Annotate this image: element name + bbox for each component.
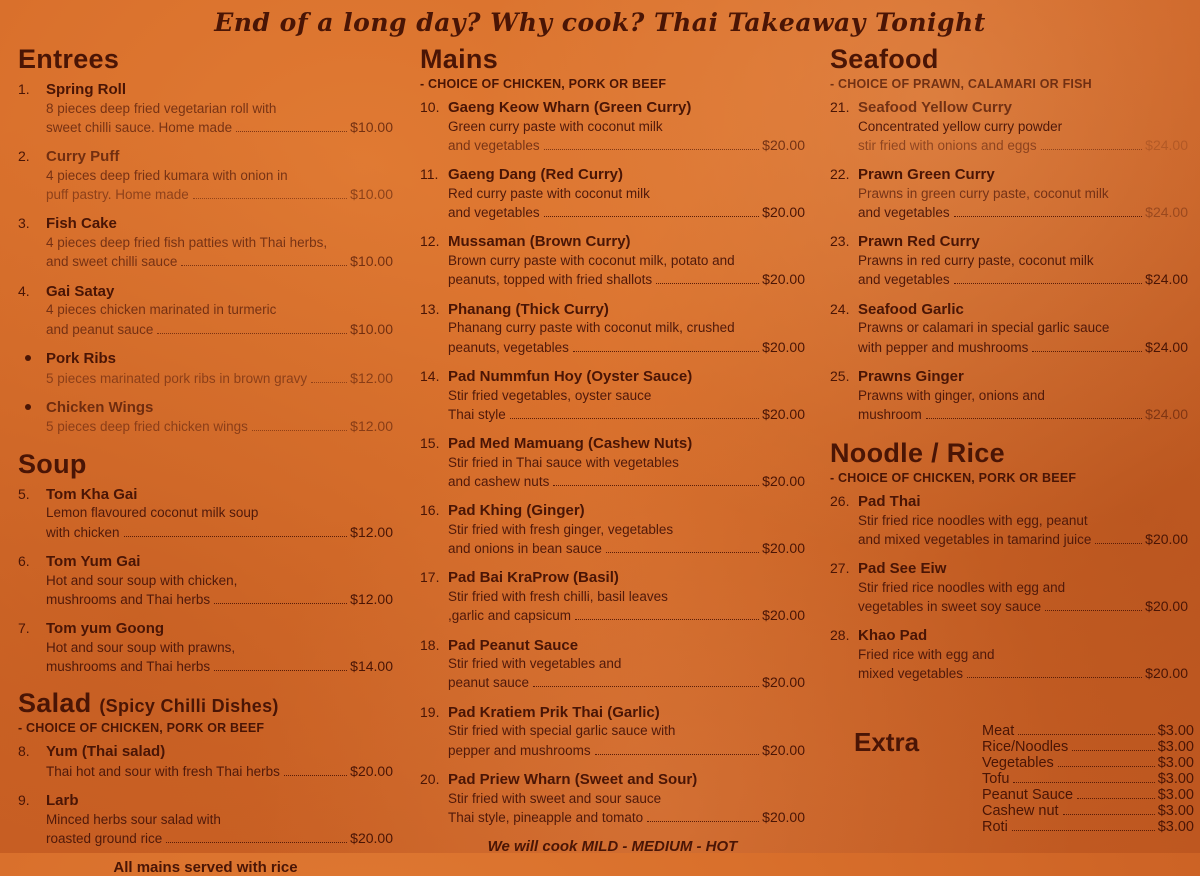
leader-dots [1077, 798, 1155, 799]
item-name: Tom Kha Gai [46, 485, 138, 503]
item-number: 3. [18, 215, 30, 232]
item-number: 8. [18, 743, 30, 760]
item-price: $20.00 [762, 540, 805, 557]
menu-item [420, 502, 805, 558]
leader-dots [656, 283, 759, 284]
item-name: Curry Puff [46, 148, 120, 166]
item-number: 15. [420, 434, 440, 451]
item-description: peanut sauce [448, 675, 530, 691]
item-description: peanuts, topped with fried shallots [448, 272, 653, 288]
item-description: and sweet chilli sauce [46, 254, 178, 270]
item-description: 5 pieces marinated pork ribs in brown gravy [46, 370, 308, 386]
item-price: $24.00 [1145, 204, 1188, 221]
item-price: $20.00 [350, 763, 393, 779]
item-description: Green curry paste with coconut milk [448, 118, 663, 134]
menu-item [18, 215, 393, 271]
menu-item [18, 792, 393, 848]
section-title-seafood: Seafood [830, 44, 939, 74]
item-description: 5 pieces deep fried chicken wings [46, 419, 248, 435]
leader-dots [166, 842, 347, 843]
item-price: $20.00 [350, 830, 393, 847]
item-name: Pork Ribs [46, 349, 117, 367]
item-name: Yum (Thai salad) [46, 743, 166, 761]
menu-item [420, 166, 805, 222]
extra-row [982, 723, 1194, 739]
item-number: 16. [420, 502, 440, 519]
item-price: $14.00 [350, 658, 393, 675]
item-price: $10.00 [350, 320, 393, 337]
item-description: Stir fried with vegetables and [448, 656, 622, 672]
extra-item-price: $3.00 [1157, 787, 1194, 803]
leader-dots [181, 265, 347, 266]
item-description: Prawns or calamari in special garlic sauce [858, 320, 1110, 336]
item-number: 11. [420, 166, 439, 183]
extra-item-name: Rice/Noodles [982, 739, 1069, 755]
extra-item-price: $3.00 [1157, 755, 1194, 771]
leader-dots [1072, 750, 1154, 751]
item-name: Pad See Eiw [858, 560, 947, 578]
item-number: 20. [420, 770, 440, 787]
menu-item [420, 704, 805, 760]
item-number: 28. [830, 627, 850, 644]
item-description: Minced herbs sour salad with [46, 811, 221, 827]
item-description: stir fried with onions and eggs [858, 137, 1037, 153]
leader-dots [1095, 543, 1142, 544]
rice-footnote: All mains served with rice [113, 859, 298, 876]
item-price: $24.00 [1145, 271, 1188, 288]
item-price: $10.00 [350, 253, 393, 270]
item-number: 2. [18, 148, 30, 165]
item-number: 7. [18, 620, 30, 637]
section-title-entrees: Entrees [18, 44, 120, 74]
extra-item-name: Meat [982, 723, 1015, 739]
menu-item [420, 771, 805, 827]
item-description: ,garlic and capsicum [448, 608, 572, 624]
extra-row [982, 803, 1194, 819]
item-description: Stir fried with fresh ginger, vegetables [448, 521, 674, 537]
spice-footnote: We will cook MILD - MEDIUM - HOT [487, 838, 738, 856]
menu-item [18, 620, 393, 676]
extra-item-price: $3.00 [1157, 723, 1194, 739]
extra-item-price: $3.00 [1157, 739, 1194, 755]
item-number: 27. [830, 560, 850, 577]
leader-dots [124, 536, 348, 537]
item-price: $12.00 [350, 418, 393, 435]
item-description: Stir fried rice noodles with egg and [858, 579, 1066, 595]
item-name: Pad Peanut Sauce [448, 636, 579, 654]
item-description: mushroom [858, 406, 922, 422]
leader-dots [1041, 149, 1143, 150]
item-number: 19. [420, 703, 440, 720]
item-name: Gaeng Dang (Red Curry) [448, 166, 624, 184]
item-number: 13. [420, 300, 440, 317]
extra-row [982, 755, 1194, 771]
mains-choice-note: - CHOICE OF CHICKEN, PORK OR BEEF [420, 77, 667, 91]
item-name: Larb [46, 792, 79, 810]
item-name: Pad Nummfun Hoy (Oyster Sauce) [448, 367, 693, 385]
item-price: $12.00 [350, 590, 393, 607]
menu-item [830, 368, 1188, 424]
item-price: $20.00 [762, 741, 805, 758]
item-number: 5. [18, 485, 30, 502]
menu-item [830, 493, 1188, 549]
leader-dots [1013, 782, 1154, 783]
leader-dots [606, 552, 759, 553]
menu-item [18, 350, 393, 388]
item-description: with pepper and mushrooms [858, 339, 1029, 355]
item-name: Pad Priew Wharn (Sweet and Sour) [448, 770, 698, 788]
item-description: vegetables in sweet soy sauce [858, 599, 1042, 615]
menu-item [420, 637, 805, 693]
item-name: Phanang (Thick Curry) [448, 300, 609, 318]
leader-dots [926, 418, 1142, 419]
item-price: $24.00 [1145, 405, 1188, 422]
item-description: and vegetables [858, 205, 950, 221]
item-name: Mussaman (Brown Curry) [448, 233, 631, 251]
item-description: sweet chilli sauce. Home made [46, 119, 233, 135]
section-title-mains: Mains [420, 44, 499, 74]
item-description: mushrooms and Thai herbs [46, 659, 211, 675]
extra-item-name: Peanut Sauce [982, 787, 1074, 803]
menu-item [18, 743, 393, 781]
item-number: 6. [18, 552, 30, 569]
item-description: and vegetables [448, 205, 540, 221]
item-description: roasted ground rice [46, 831, 163, 847]
item-description: Stir fried with fresh chilli, basil leaves [448, 589, 668, 605]
item-description: Brown curry paste with coconut milk, potato and [448, 253, 735, 269]
leader-dots [193, 198, 347, 199]
item-price: $20.00 [762, 405, 805, 422]
item-description: mixed vegetables [858, 666, 964, 682]
item-price: $10.00 [350, 186, 393, 203]
item-description: with chicken [46, 524, 120, 540]
item-number: 9. [18, 792, 30, 809]
item-description: Stir fried rice noodles with egg, peanut [858, 512, 1088, 528]
item-name: Tom yum Goong [46, 620, 165, 638]
section-title-soup: Soup [18, 448, 87, 479]
seafood-choice-note: - CHOICE OF PRAWN, CALAMARI OR FISH [830, 77, 1092, 91]
menu-item [18, 399, 393, 437]
item-price: $12.00 [350, 369, 393, 386]
item-description: 4 pieces deep fried fish patties with Thai herbs, [46, 235, 328, 251]
item-description: Thai style, pineapple and tomato [448, 809, 644, 825]
menu-item [18, 553, 393, 609]
item-price: $20.00 [1145, 598, 1188, 615]
item-description: 8 pieces deep fried vegetarian roll with [46, 100, 277, 116]
item-description: peanuts, vegetables [448, 339, 569, 355]
item-description: Red curry paste with coconut milk [448, 185, 650, 201]
item-name: Pad Med Mamuang (Cashew Nuts) [448, 434, 693, 452]
item-description: Thai hot and sour with fresh Thai herbs [46, 764, 280, 779]
item-number: 14. [420, 367, 440, 384]
menu-item [420, 368, 805, 424]
leader-dots [544, 149, 760, 150]
leader-dots [967, 677, 1142, 678]
page-title: End of a long day? Why cook? Thai Takeaway Tonight [214, 8, 986, 37]
leader-dots [510, 418, 759, 419]
leader-dots [252, 430, 347, 431]
item-number: 17. [420, 569, 440, 586]
extra-row [982, 771, 1194, 787]
extra-section [854, 723, 1194, 835]
leader-dots [575, 619, 759, 620]
item-description: 4 pieces deep fried kumara with onion in [46, 167, 288, 183]
item-name: Pad Bai KraProw (Basil) [448, 569, 619, 587]
extra-item-price: $3.00 [1157, 771, 1194, 787]
menu-item [420, 301, 805, 357]
leader-dots [573, 351, 759, 352]
menu-item [18, 148, 393, 204]
extra-item-name: Vegetables [982, 755, 1054, 771]
leader-dots [1032, 351, 1142, 352]
item-name: Prawn Green Curry [858, 166, 995, 184]
item-description: Prawns in red curry paste, coconut milk [858, 253, 1094, 269]
leader-dots [553, 485, 759, 486]
bullet-icon [25, 404, 31, 410]
item-description: Hot and sour soup with prawns, [46, 639, 236, 655]
leader-dots [1018, 734, 1154, 735]
menu-item [18, 283, 393, 339]
column-left [18, 44, 393, 876]
menu-item [420, 435, 805, 491]
item-description: Fried rice with egg and [858, 647, 995, 663]
menu-item [830, 99, 1188, 155]
extra-item-price: $3.00 [1157, 803, 1194, 819]
section-title-noodle-rice: Noodle / Rice [830, 437, 1005, 468]
item-name: Spring Roll [46, 81, 126, 98]
item-price: $20.00 [762, 472, 805, 489]
leader-dots [1012, 830, 1155, 831]
item-description: Concentrated yellow curry powder [858, 118, 1063, 134]
salad-subtitle: (Spicy Chilli Dishes) [99, 696, 279, 717]
menu-item [18, 81, 393, 137]
column-middle [420, 44, 805, 855]
column-right [830, 44, 1188, 695]
item-description: Stir fried with special garlic sauce with [448, 723, 676, 739]
item-number: 23. [830, 233, 850, 250]
item-description: pepper and mushrooms [448, 742, 591, 758]
item-description: Stir fried with sweet and sour sauce [448, 790, 662, 806]
item-price: $20.00 [762, 271, 805, 288]
item-description: and vegetables [448, 137, 540, 153]
item-number: 18. [420, 636, 440, 653]
item-description: Prawns in green curry paste, coconut milk [858, 185, 1109, 201]
item-description: and onions in bean sauce [448, 541, 602, 557]
leader-dots [595, 754, 760, 755]
extra-item-price: $3.00 [1157, 819, 1194, 835]
item-price: $24.00 [1145, 338, 1188, 355]
menu-item [830, 166, 1188, 222]
item-description: Hot and sour soup with chicken, [46, 572, 238, 588]
item-price: $20.00 [762, 607, 805, 624]
item-description: Stir fried in Thai sauce with vegetables [448, 454, 679, 470]
item-description: Prawns with ginger, onions and [858, 387, 1045, 403]
extra-title: Extra [854, 727, 920, 757]
item-name: Pad Kratiem Prik Thai (Garlic) [448, 703, 660, 721]
item-number: 4. [18, 282, 30, 299]
item-price: $24.00 [1145, 136, 1188, 153]
item-price: $20.00 [762, 204, 805, 221]
leader-dots [311, 382, 347, 383]
item-number: 24. [830, 300, 850, 317]
leader-dots [1045, 610, 1142, 611]
item-price: $20.00 [762, 338, 805, 355]
noodle-choice-note: - CHOICE OF CHICKEN, PORK OR BEEF [830, 470, 1077, 485]
menu-item [420, 233, 805, 289]
item-price: $20.00 [762, 808, 805, 825]
item-name: Prawns Ginger [858, 367, 964, 385]
item-price: $20.00 [762, 674, 805, 691]
item-description: and cashew nuts [448, 473, 550, 489]
leader-dots [1058, 766, 1155, 767]
item-description: mushrooms and Thai herbs [46, 591, 211, 607]
item-description: puff pastry. Home made [46, 187, 189, 203]
menu-item [18, 486, 393, 542]
extra-item-name: Tofu [982, 771, 1010, 787]
item-name: Tom Yum Gai [46, 552, 141, 570]
item-name: Pad Thai [858, 492, 921, 510]
item-description: Stir fried vegetables, oyster sauce [448, 387, 652, 403]
extra-item-name: Roti [982, 819, 1008, 835]
item-name: Prawn Red Curry [858, 233, 980, 251]
leader-dots [544, 216, 760, 217]
item-number: 10. [420, 99, 440, 115]
extra-row [982, 819, 1194, 835]
item-name: Seafood Yellow Curry [858, 99, 1012, 116]
item-number: 22. [830, 166, 850, 183]
item-price: $12.00 [350, 523, 393, 540]
item-name: Khao Pad [858, 627, 928, 645]
item-description: and mixed vegetables in tamarind juice [858, 531, 1092, 547]
item-description: Phanang curry paste with coconut milk, crushed [448, 320, 735, 336]
extra-row [982, 787, 1194, 803]
section-title-salad [18, 688, 393, 719]
item-number: 1. [18, 81, 30, 97]
leader-dots [1063, 814, 1155, 815]
bullet-icon [25, 355, 31, 361]
menu-item [420, 569, 805, 625]
item-price: $20.00 [1145, 665, 1188, 682]
item-number: 26. [830, 492, 850, 509]
menu-item [830, 560, 1188, 616]
leader-dots [214, 603, 347, 604]
item-number: 12. [420, 233, 440, 250]
extra-item-name: Cashew nut [982, 803, 1059, 819]
menu-item [420, 99, 805, 155]
leader-dots [236, 131, 347, 132]
item-description: and peanut sauce [46, 321, 154, 337]
item-price: $20.00 [1145, 530, 1188, 547]
salad-choice-note: - CHOICE OF CHICKEN, PORK OR BEEF [18, 721, 265, 736]
item-description: 4 pieces chicken marinated in turmeric [46, 302, 277, 318]
item-name: Gaeng Keow Wharn (Green Curry) [448, 99, 692, 116]
leader-dots [214, 670, 347, 671]
item-name: Pad Khing (Ginger) [448, 502, 585, 520]
leader-dots [284, 775, 347, 776]
item-description: Lemon flavoured coconut milk soup [46, 505, 259, 521]
extra-row [982, 739, 1194, 755]
leader-dots [157, 333, 347, 334]
item-name: Fish Cake [46, 215, 117, 233]
item-price: $10.00 [350, 118, 393, 135]
menu-item [830, 233, 1188, 289]
item-name: Chicken Wings [46, 398, 154, 416]
leader-dots [647, 821, 759, 822]
item-price: $20.00 [762, 136, 805, 153]
item-description: and vegetables [858, 272, 950, 288]
item-number: 21. [830, 99, 850, 115]
item-description: Thai style [448, 406, 506, 422]
item-number: 25. [830, 367, 850, 384]
salad-title: Salad [18, 688, 92, 719]
leader-dots [954, 216, 1143, 217]
extra-list [982, 723, 1194, 835]
menu-item [830, 627, 1188, 683]
menu-item [830, 301, 1188, 357]
leader-dots [533, 686, 759, 687]
item-name: Seafood Garlic [858, 300, 964, 318]
item-name: Gai Satay [46, 282, 115, 300]
leader-dots [954, 283, 1143, 284]
